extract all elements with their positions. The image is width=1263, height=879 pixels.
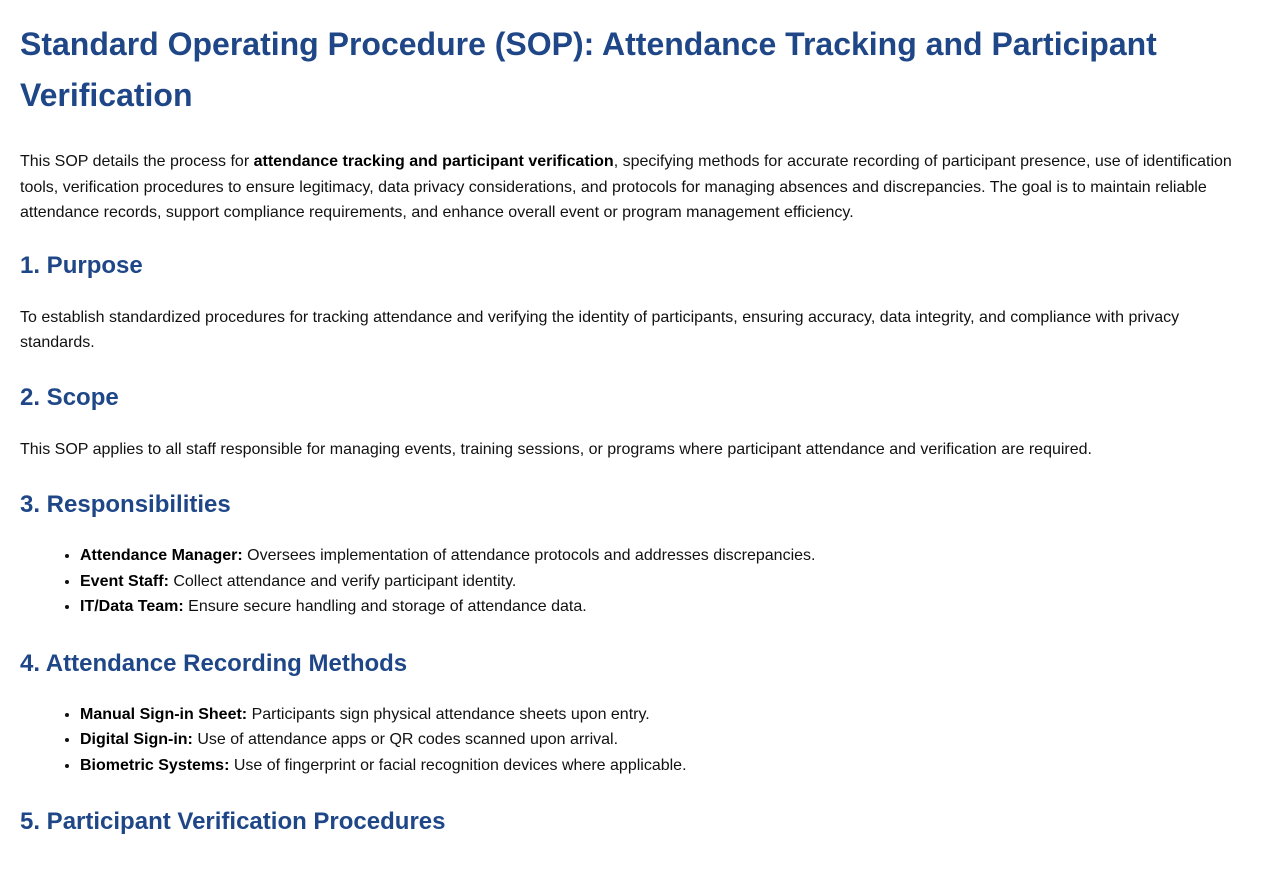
list-item-term: IT/Data Team: <box>80 598 184 615</box>
section-text-scope: This SOP applies to all staff responsible for managing events, training sessions, or programs where participant attendance and verification are required. <box>20 440 1092 458</box>
section-heading-recording-methods: 4. Attendance Recording Methods <box>20 649 408 677</box>
recording-methods-list <box>20 702 1243 779</box>
list-item <box>80 594 1243 620</box>
intro-text-before: This SOP details the process for <box>20 153 254 170</box>
list-item <box>80 727 1243 753</box>
section-heading-verification-procedures: 5. Participant Verification Procedures <box>20 808 446 835</box>
list-item-desc: Use of attendance apps or QR codes scanned upon arrival. <box>192 731 619 748</box>
section-heading-scope: 2. Scope <box>20 383 119 411</box>
responsibilities-list <box>20 543 1243 620</box>
list-item <box>80 569 1243 595</box>
list-item-desc: Collect attendance and verify participant identity. <box>168 572 517 590</box>
list-item-term: Digital Sign-in: <box>80 731 193 748</box>
list-item-term: Biometric Systems: <box>80 756 230 774</box>
intro-emphasis: attendance tracking and participant verification <box>253 153 614 170</box>
list-item <box>80 753 1243 779</box>
list-item <box>80 543 1243 569</box>
intro-text-after: , specifying methods for accurate recording of participant presence, use of identification tools, verification procedures to ensure legitimacy, data privacy considerations, and protocols for managing absences and discrepancies. The goal is to maintain reliable attendance records, support compliance requirements, and enhance overall event or program management efficiency. <box>20 153 1232 221</box>
list-item <box>80 702 1243 728</box>
list-item-term: Attendance Manager: <box>80 547 243 564</box>
list-item-desc: Participants sign physical attendance sheets upon entry. <box>247 705 650 723</box>
list-item-desc: Ensure secure handling and storage of attendance data. <box>183 598 587 615</box>
list-item-desc: Use of fingerprint or facial recognition devices where applicable. <box>229 756 687 774</box>
list-item-term: Manual Sign-in Sheet: <box>80 705 248 723</box>
sop-document <box>0 19 1263 837</box>
page-title: Standard Operating Procedure (SOP): Attendance Tracking and Participant Verification <box>20 26 1157 113</box>
list-item-desc: Oversees implementation of attendance protocols and addresses discrepancies. <box>242 547 816 564</box>
section-text-purpose: To establish standardized procedures for tracking attendance and verifying the identity of participants, ensuring accuracy, data integrity, and compliance with privacy standards. <box>20 308 1180 351</box>
section-heading-purpose: 1. Purpose <box>20 251 143 279</box>
list-item-term: Event Staff: <box>80 572 169 590</box>
intro-paragraph <box>20 149 1243 226</box>
section-heading-responsibilities: 3. Responsibilities <box>20 491 231 518</box>
